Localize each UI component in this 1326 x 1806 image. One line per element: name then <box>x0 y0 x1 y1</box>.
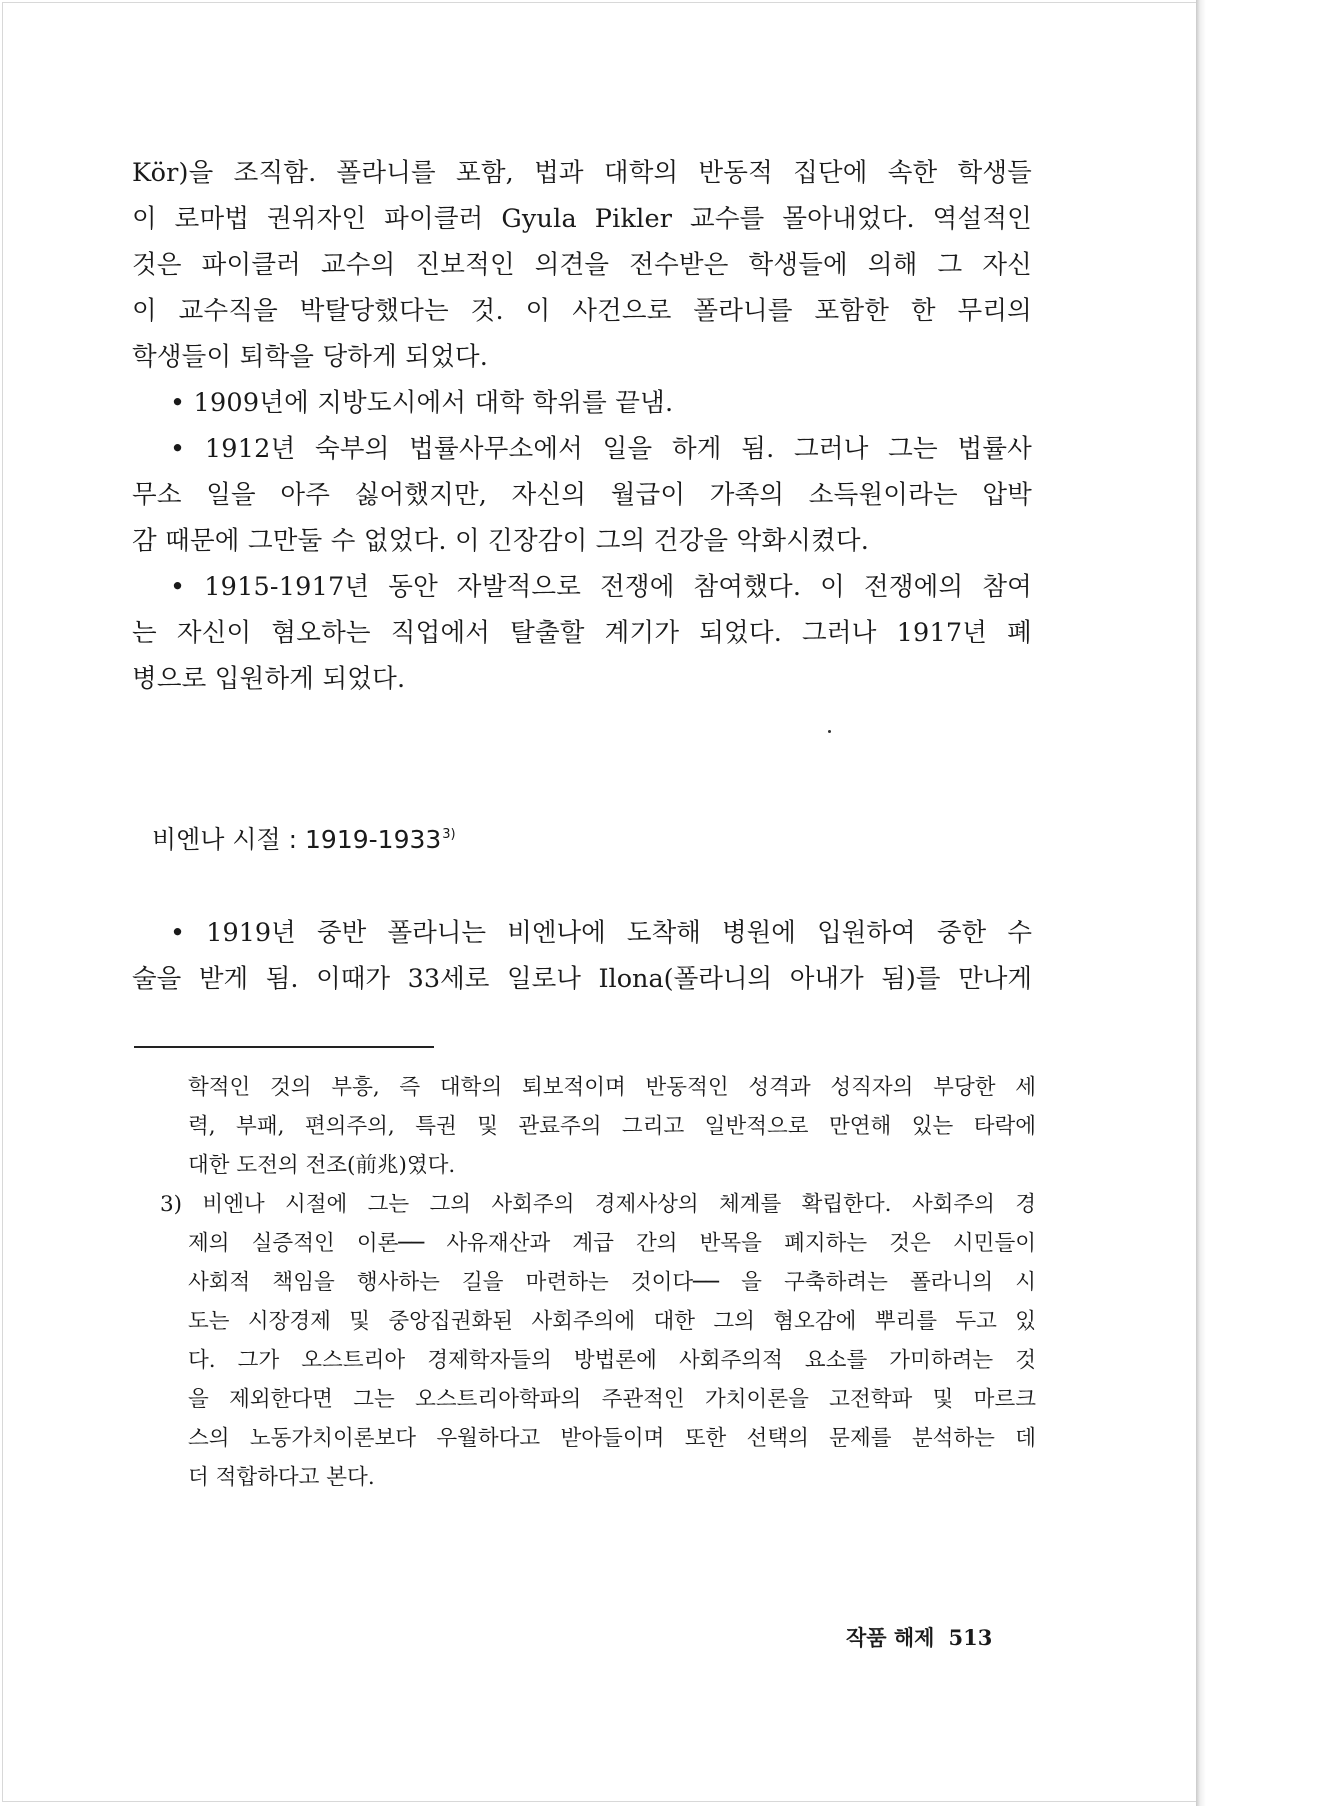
body-line: Kör)을 조직함. 폴라니를 포함, 법과 대학의 반동적 집단에 속한 학생들 <box>132 158 1032 188</box>
footnote-divider <box>134 1046 434 1048</box>
body-line: 는 자신이 혐오하는 직업에서 탈출할 계기가 되었다. 그러나 1917년 폐 <box>132 618 1032 648</box>
footnote-reference: 3) <box>442 827 456 842</box>
footnote-line: 을 제외한다면 그는 오스트리아학파의 주관적인 가치이론을 고전학파 및 마르크 <box>188 1387 1036 1412</box>
body-line: 무소 일을 아주 싫어했지만, 자신의 월급이 가족의 소득원이라는 압박 <box>132 480 1032 510</box>
body-line: 술을 받게 됨. 이때가 33세로 일로나 Ilona(폴라니의 아내가 됨)를 만나게 <box>132 964 1032 994</box>
body-line: 이 로마법 권위자인 파이클러 Gyula Pikler 교수를 몰아내었다. 역설적인 <box>132 204 1032 234</box>
footnote-line: 사회적 책임을 행사하는 길을 마련하는 것이다── 을 구축하려는 폴라니의 시 <box>188 1270 1036 1295</box>
footnote-line: 대한 도전의 전조(前兆)였다. <box>188 1153 456 1178</box>
bullet-line: • 1919년 중반 폴라니는 비엔나에 도착해 병원에 입원하여 중한 수 <box>170 918 1032 948</box>
body-text-continued <box>132 910 1032 1002</box>
running-title: 작품 해제 <box>846 1626 935 1650</box>
footnote-line: 력, 부패, 편의주의, 특권 및 관료주의 그리고 일반적으로 만연해 있는 타락에 <box>188 1114 1036 1139</box>
page-edge <box>1196 0 1206 1806</box>
page-footer <box>846 1622 992 1654</box>
footnote-line: 3) 비엔나 시절에 그는 그의 사회주의 경제사상의 체계를 확립한다. 사회주의 경 <box>160 1192 1036 1217</box>
body-line: 이 교수직을 박탈당했다는 것. 이 사건으로 폴라니를 포함한 한 무리의 <box>132 296 1032 326</box>
page-number: 513 <box>948 1625 993 1650</box>
section-heading-text: 비엔나 시절 : 1919-1933 <box>152 825 442 854</box>
section-heading <box>152 815 456 860</box>
page-background <box>1206 0 1326 1806</box>
scan-speck <box>828 730 831 733</box>
body-line: 것은 파이클러 교수의 진보적인 의견을 전수받은 학생들에 의해 그 자신 <box>132 250 1032 280</box>
footnote-line: 학적인 것의 부흥, 즉 대학의 퇴보적이며 반동적인 성격과 성직자의 부당한 세 <box>188 1075 1036 1100</box>
body-text <box>132 150 1032 702</box>
footnotes <box>160 1068 1036 1497</box>
footnote-line: 도는 시장경제 및 중앙집권화된 사회주의에 대한 그의 혐오감에 뿌리를 두고 있 <box>188 1309 1036 1334</box>
footnote-line: 스의 노동가치이론보다 우월하다고 받아들이며 또한 선택의 문제를 분석하는 데 <box>188 1426 1036 1451</box>
bullet-line: • 1912년 숙부의 법률사무소에서 일을 하게 됨. 그러나 그는 법률사 <box>170 434 1032 464</box>
body-line: 학생들이 퇴학을 당하게 되었다. <box>132 342 489 372</box>
footnote-line: 다. 그가 오스트리아 경제학자들의 방법론에 사회주의적 요소를 가미하려는 것 <box>188 1348 1036 1373</box>
body-line: 병으로 입원하게 되었다. <box>132 664 406 694</box>
body-line: 감 때문에 그만둘 수 없었다. 이 긴장감이 그의 건강을 악화시켰다. <box>132 526 870 556</box>
footnote-line: 제의 실증적인 이론── 사유재산과 계급 간의 반목을 폐지하는 것은 시민들이 <box>188 1231 1036 1256</box>
footnote-line: 더 적합하다고 본다. <box>188 1465 375 1490</box>
bullet-line: • 1909년에 지방도시에서 대학 학위를 끝냄. <box>170 388 674 418</box>
bullet-line: • 1915-1917년 동안 자발적으로 전쟁에 참여했다. 이 전쟁에의 참여 <box>170 572 1032 602</box>
